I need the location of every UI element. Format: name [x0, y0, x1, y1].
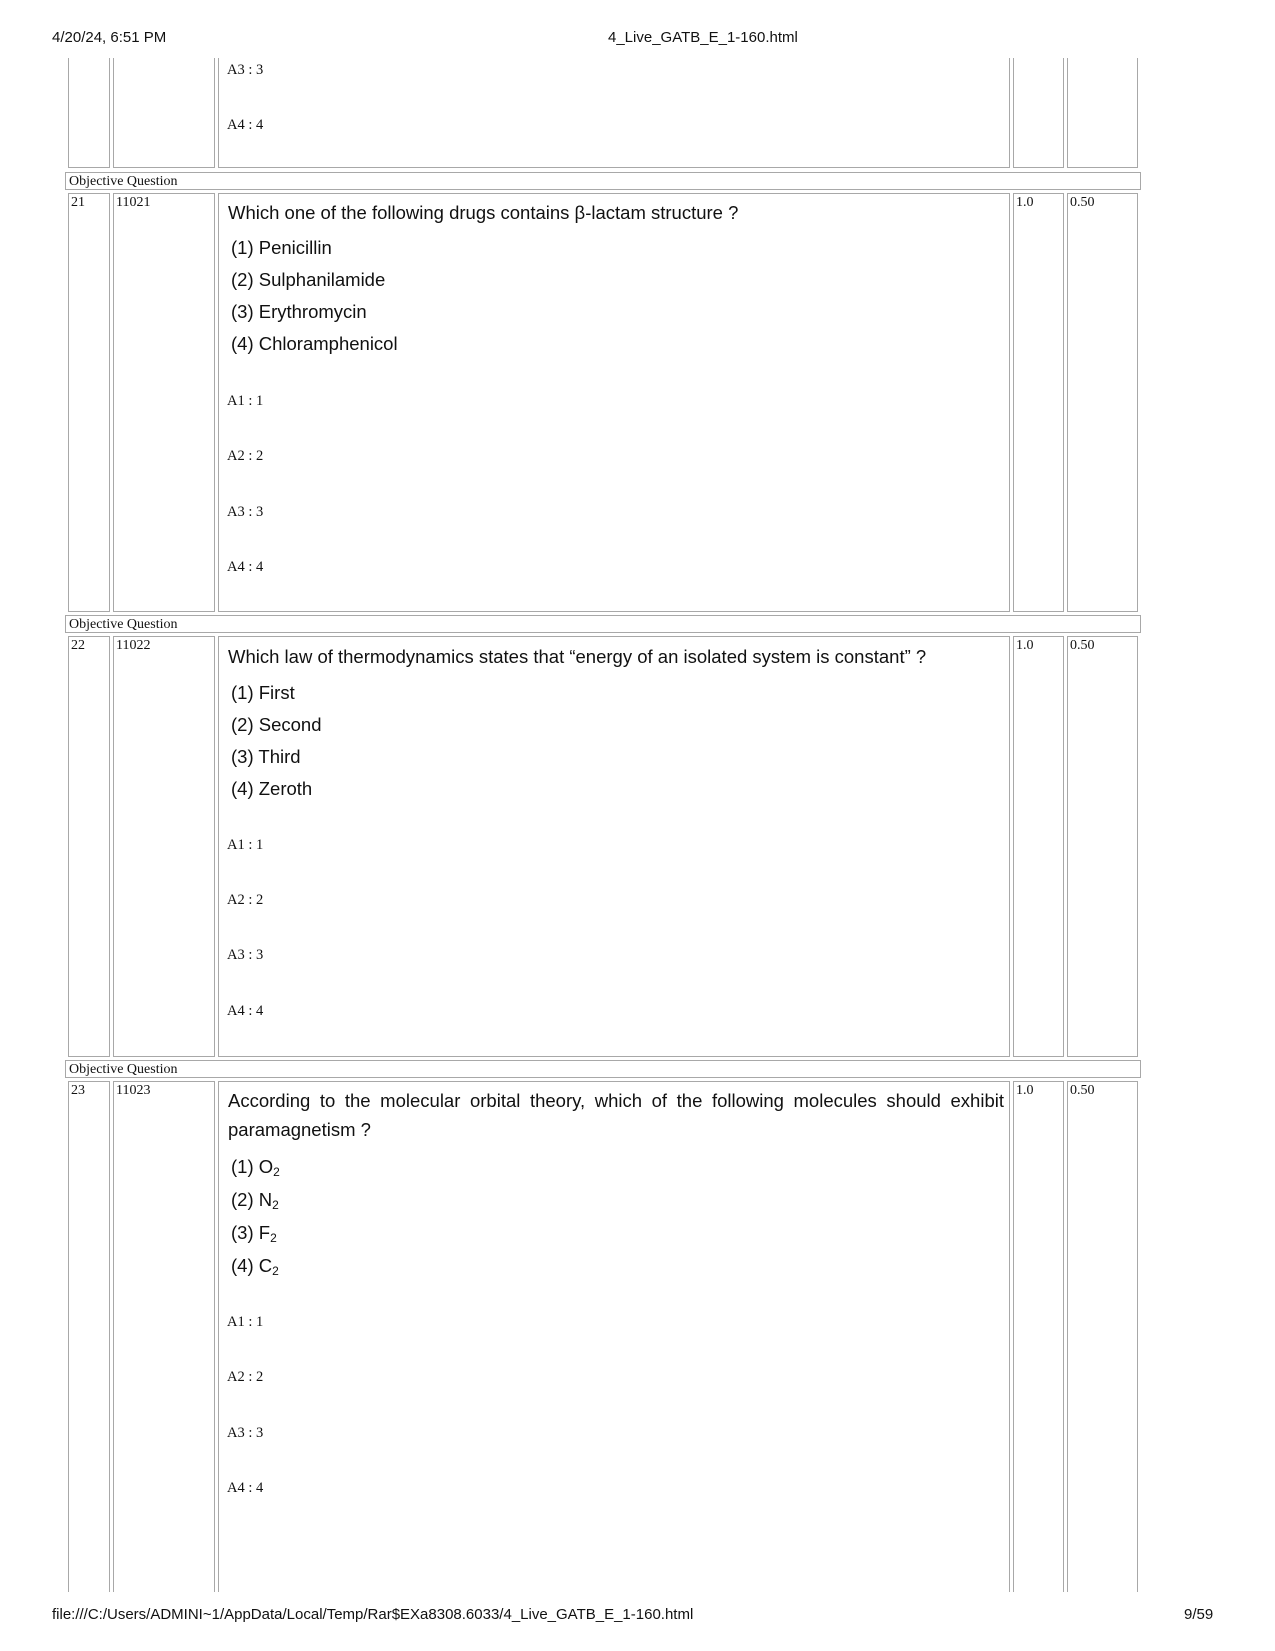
option-4: (4) Zeroth	[231, 778, 313, 799]
print-doc-title: 4_Live_GATB_E_1-160.html	[608, 29, 798, 46]
question-number-cell	[68, 1081, 110, 1592]
answer-label: A1 : 1	[227, 393, 264, 409]
question-text: According to the molecular orbital theory, which of the following molecules should exhibit paramagnetism ?	[228, 1090, 1004, 1140]
question-number: 22	[71, 638, 85, 653]
option-4: (4) Chloramphenicol	[231, 333, 398, 354]
question-id-cell	[113, 193, 215, 612]
answer-label: A4 : 4	[227, 1480, 264, 1496]
question-id-cell	[113, 1081, 215, 1592]
question-type-row	[65, 1060, 1141, 1078]
question-number-cell	[68, 636, 110, 1057]
print-file-path: file:///C:/Users/ADMINI~1/AppData/Local/Temp/Rar$EXa8308.6033/4_Live_GATB_E_1-160.html	[52, 1606, 694, 1623]
question-id-cell	[113, 636, 215, 1057]
marks-cell	[1013, 1081, 1064, 1592]
option-1: (1) First	[231, 682, 295, 703]
negative-marks-cell	[1067, 193, 1138, 612]
print-datetime: 4/20/24, 6:51 PM	[52, 29, 167, 46]
prev-id-cell	[113, 58, 215, 168]
question-type-row	[65, 172, 1141, 190]
prev-number-cell	[68, 58, 110, 168]
question-content-cell	[218, 193, 1010, 612]
question-text: Which law of thermodynamics states that “energy of an isolated system is constant” ?	[228, 646, 927, 667]
negative-marks-cell	[1067, 1081, 1138, 1592]
option-3: (3) $F_2$	[231, 1222, 277, 1245]
option-4: (4) $C_2$	[231, 1255, 279, 1278]
marks-value: 1.0	[1016, 195, 1034, 210]
answer-label: A4 : 4	[227, 559, 264, 575]
answer-label: A1 : 1	[227, 1314, 264, 1330]
prev-marks-cell	[1013, 58, 1064, 168]
answer-label: A3 : 3	[227, 62, 264, 78]
negative-marks-cell	[1067, 636, 1138, 1057]
print-page-number: 9/59	[1184, 1606, 1214, 1623]
prev-negative-cell	[1067, 58, 1138, 168]
question-id: 11021	[116, 195, 151, 210]
negative-marks-value: 0.50	[1070, 195, 1095, 210]
answer-label: A4 : 4	[227, 117, 264, 133]
question-number: 23	[71, 1083, 85, 1098]
question-content-cell	[218, 636, 1010, 1057]
option-2: (2) Sulphanilamide	[231, 269, 386, 290]
marks-value: 1.0	[1016, 638, 1034, 653]
marks-value: 1.0	[1016, 1083, 1034, 1098]
question-type-label: Objective Question	[69, 174, 178, 189]
option-1: (1) Penicillin	[231, 237, 332, 258]
option-2: (2) $N_2$	[231, 1189, 279, 1212]
answer-label: A4 : 4	[227, 1003, 264, 1019]
question-number: 21	[71, 195, 85, 210]
option-3: (3) Third	[231, 746, 301, 767]
question-id: 11022	[116, 638, 151, 653]
question-type-row	[65, 615, 1141, 633]
question-number-cell	[68, 193, 110, 612]
negative-marks-value: 0.50	[1070, 638, 1095, 653]
marks-cell	[1013, 193, 1064, 612]
answer-label: A2 : 2	[227, 1369, 264, 1385]
question-text: Which one of the following drugs contains β-lactam structure ?	[228, 202, 739, 223]
marks-cell	[1013, 636, 1064, 1057]
question-type-label: Objective Question	[69, 617, 178, 632]
answer-label: A3 : 3	[227, 504, 264, 520]
prev-content-cell	[218, 58, 1010, 168]
answer-label: A3 : 3	[227, 1425, 264, 1441]
answer-label: A2 : 2	[227, 448, 264, 464]
question-content-cell	[218, 1081, 1010, 1592]
negative-marks-value: 0.50	[1070, 1083, 1095, 1098]
option-1: (1) $O_2$	[231, 1156, 280, 1179]
answer-label: A3 : 3	[227, 947, 264, 963]
question-id: 11023	[116, 1083, 151, 1098]
answer-label: A2 : 2	[227, 892, 264, 908]
answer-label: A1 : 1	[227, 837, 264, 853]
question-type-label: Objective Question	[69, 1062, 178, 1077]
option-3: (3) Erythromycin	[231, 301, 367, 322]
option-2: (2) Second	[231, 714, 322, 735]
